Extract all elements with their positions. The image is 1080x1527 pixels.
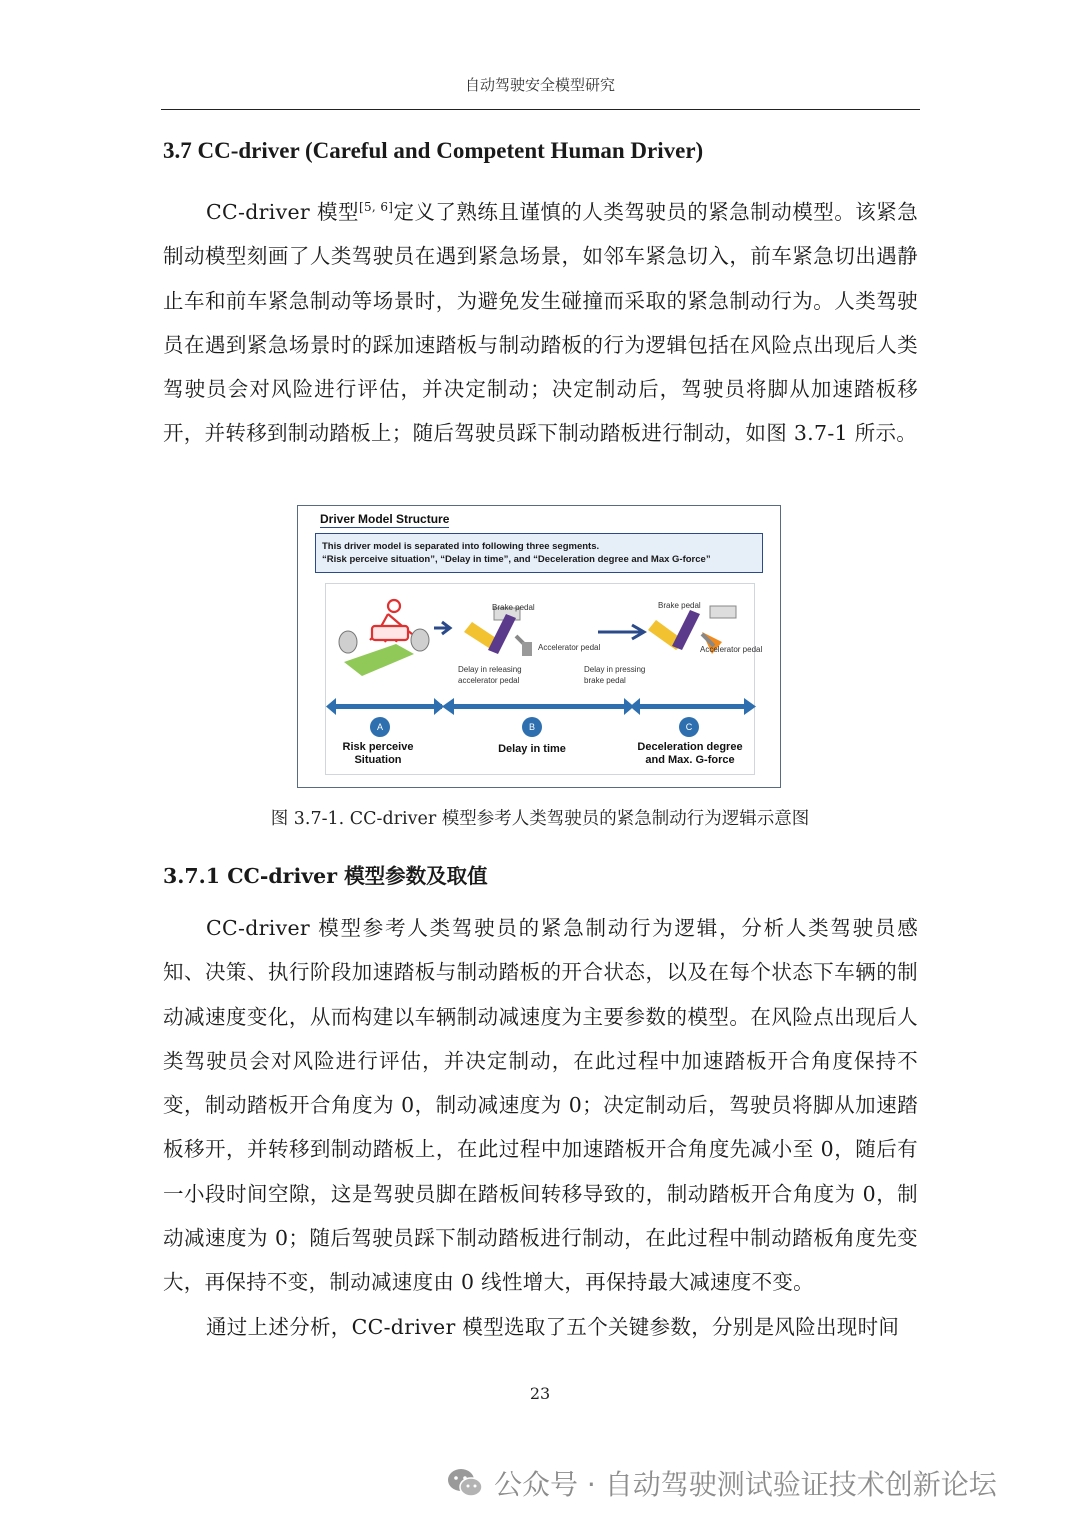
segment-b-label [476, 743, 588, 756]
segment-c-line2: and Max. G-force [645, 754, 735, 766]
paragraph-intro [163, 190, 918, 456]
wheel-right-icon [411, 629, 429, 651]
segment-b-line1: Delay in time [498, 743, 566, 755]
subsection-title: 3.7.1 CC-driver 模型参数及取值 [163, 864, 488, 888]
segment-a-line2: Situation [354, 754, 402, 766]
figure-description [315, 533, 763, 573]
delay-release-line2: accelerator pedal [458, 676, 520, 685]
figure-panel [325, 583, 763, 775]
delay-releasing-label [458, 664, 522, 686]
para-lead: CC-driver 模型 [206, 200, 359, 224]
brake-pedal-label-1: Brake pedal [492, 603, 535, 612]
driver-model-figure [297, 505, 781, 788]
figure-desc-line2: “Risk perceive situation”, “Delay in time”, and “Deceleration degree and Max G-force” [322, 554, 711, 565]
paragraph-summary: 通过上述分析，CC-driver 模型选取了五个关键参数，分别是风险出现时间 [206, 1315, 900, 1339]
timeline-arrows [326, 698, 756, 715]
delay-press-line1: Delay in pressing [584, 665, 646, 674]
watermark-text: 公众号 · 自动驾驶测试验证技术创新论坛 [494, 1468, 997, 1501]
delay-press-line2: brake pedal [584, 676, 626, 685]
delay-pressing-label [584, 664, 645, 686]
accelerator-pedal-label-1: Accelerator pedal [538, 643, 601, 652]
arrow-1-icon [434, 622, 450, 634]
delay-release-line1: Delay in releasing [458, 665, 522, 674]
para-text: 定义了熟练且谨慎的人类驾驶员的紧急制动模型。该紧急制动模型刻画了人类驾驶员在遇到紧急场景，如邻车紧急切入，前车紧急切出遇静止车和前车紧急制动等场景时，为避免发生碰撞而采取的紧急制动行为。人类驾驶员在遇到紧急场景时的踩加速踏板与制动踏板的行为逻辑包括在风险点出现后人类驾驶员会对风险进行评估，并决定制动；决定制动后，驾驶员将脚从加速踏板移开，并转移到制动踏板上；随后驾驶员踩下制动踏板进行制动，如图 3.7-1 所示。 [163, 200, 919, 446]
paragraph-parameters: CC-driver 模型参考人类驾驶员的紧急制动行为逻辑，分析人类驾驶员感知、决策、执行阶段加速踏板与制动踏板的开合状态，以及在每个状态下车辆的制动减速度变化，从而构建以车辆制动减速度为主要参数的模型。在风险点出现后人类驾驶员会对风险进行评估，并决定制动，在此过程中加速踏板开合角度保持不变，制动踏板开合角度为 0，制动减速度为 0；决定制动后，驾驶员将脚从加速踏板移开，并转移到制动踏板上，在此过程中加速踏板开合角度先减小至 0，随后有一小段时间空隙，这是驾驶员脚在踏板间转移导致的，制动踏板开合角度为 0，制动减速度为 0；随后驾驶员踩下制动踏板进行制动，在此过程中制动踏板角度先变大，再保持不变，制动减速度由 0 线性增大，再保持最大减速度不变。 [163, 916, 918, 1295]
running-header: 自动驾驶安全模型研究 [464, 76, 615, 94]
citation: [5, 6] [358, 200, 394, 215]
accelerator-pedal-label-2: Accelerator pedal [700, 645, 763, 654]
figure-title: Driver Model Structure [320, 512, 450, 526]
segment-b-badge: B [522, 717, 542, 737]
wheel-left-icon [339, 631, 357, 653]
page-number: 23 [529, 1384, 551, 1403]
segment-a-line1: Risk perceive [342, 741, 414, 753]
watermark [446, 1463, 997, 1503]
header-rule [161, 109, 920, 110]
segment-c-label [630, 741, 750, 767]
wechat-icon [446, 1467, 484, 1499]
arrow-2-icon [598, 625, 644, 639]
segment-a-label [326, 741, 430, 767]
section-title: 3.7 CC-driver (Careful and Competent Human Driver) [163, 138, 704, 163]
human-figure-icon [370, 600, 412, 642]
segment-a-badge: A [370, 717, 390, 737]
segment-c-badge: C [679, 717, 699, 737]
segment-c-line1: Deceleration degree [637, 741, 743, 753]
brake-pedal-label-2: Brake pedal [658, 601, 701, 610]
pedal-group-1 [464, 608, 532, 656]
figure-desc-line1: This driver model is separated into following three segments. [322, 541, 600, 552]
figure-caption: 图 3.7-1. CC-driver 模型参考人类驾驶员的紧急制动行为逻辑示意图 [270, 809, 810, 829]
